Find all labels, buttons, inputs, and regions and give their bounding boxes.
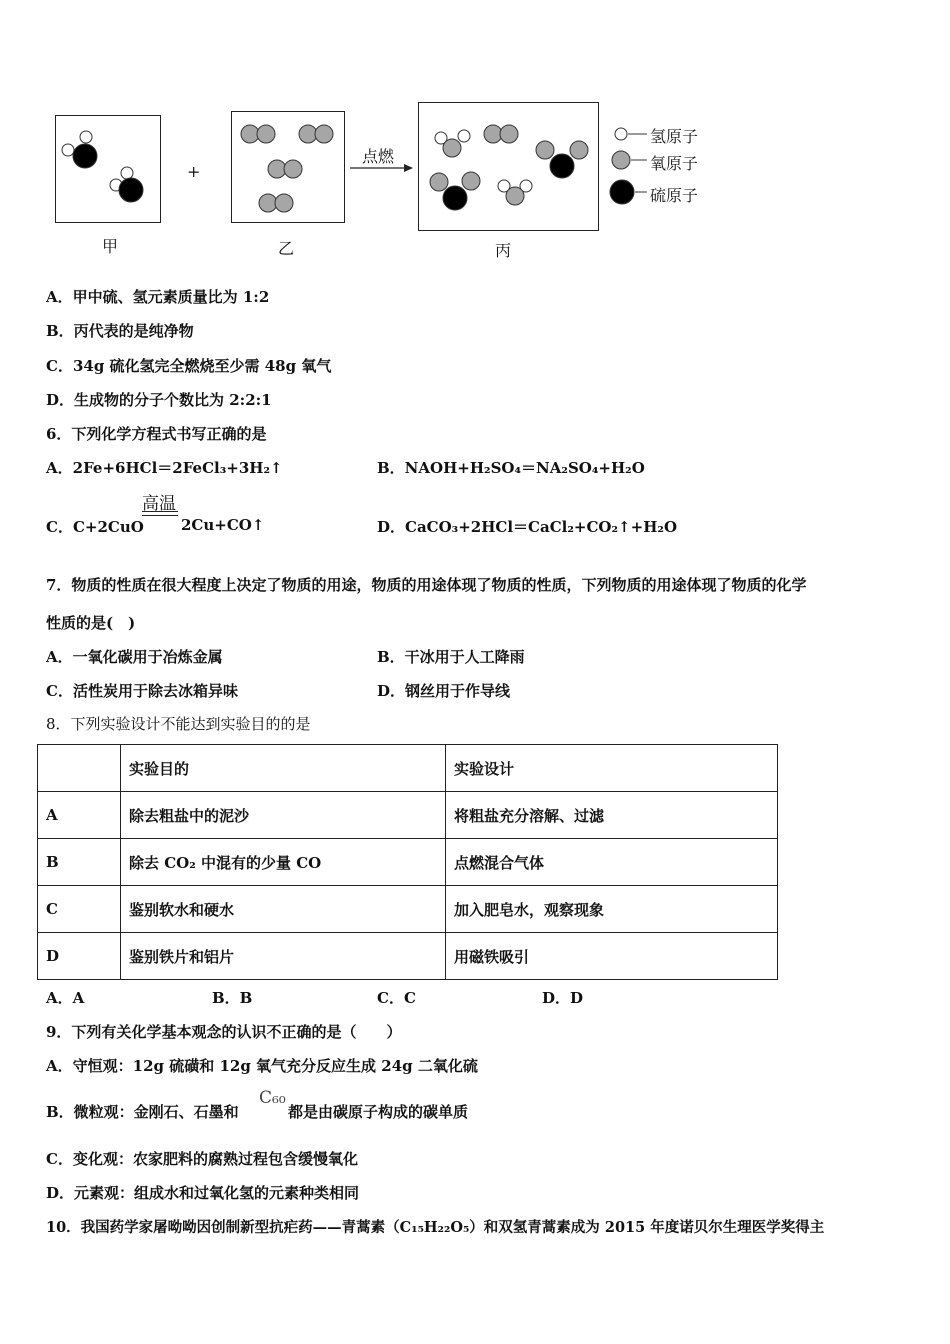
legend-oxygen-icon [612, 151, 630, 169]
table-cell: 加入肥皂水，观察现象 [446, 886, 778, 933]
q8-table [37, 744, 778, 980]
q6-option-c-right: 2Cu+CO↑ [181, 516, 265, 534]
atom-o [275, 194, 293, 212]
atom-o [430, 173, 448, 191]
atom-o [315, 125, 333, 143]
q9-option-d: D．元素观：组成水和过氧化氢的元素种类相同 [46, 1184, 360, 1202]
atom-s [119, 178, 143, 202]
table-cell: 用磁铁吸引 [446, 933, 778, 980]
q8-stem: 8．下列实验设计不能达到实验目的的是 [46, 715, 311, 733]
q7-option-d: D．钢丝用于作导线 [377, 682, 511, 700]
atom-s [73, 144, 97, 168]
table-cell: 鉴别铁片和铝片 [121, 933, 446, 980]
atom-o [443, 139, 461, 157]
atom-h [121, 167, 133, 179]
table-cell: D [38, 933, 121, 980]
q10-stem: 10．我国药学家屠呦呦因创制新型抗疟药——青蒿素（C₁₅H₂₂O₅）和双氢青蒿素成为 2015 年度诺贝尔生理医学奖得主 [46, 1219, 825, 1236]
atom-o [257, 125, 275, 143]
atom-o [241, 125, 259, 143]
q8-option-a: A．A [46, 989, 85, 1007]
q8-option-b: B．B [212, 989, 253, 1007]
table-cell: 除去粗盐中的泥沙 [121, 792, 446, 839]
table-cell: B [38, 839, 121, 886]
table-cell: A [38, 792, 121, 839]
q9-option-a: A．守恒观：12g 硫磺和 12g 氧气充分反应生成 24g 二氧化硫 [46, 1057, 478, 1075]
q6-option-d: D．CaCO₃+2HCl＝CaCl₂+CO₂↑+H₂O [377, 518, 678, 536]
atom-h [458, 130, 470, 142]
table-row [38, 886, 778, 933]
q5-option-b: B．丙代表的是纯净物 [46, 322, 194, 340]
table-row [38, 792, 778, 839]
label-yi: 乙 [278, 239, 295, 258]
atom-s [443, 186, 467, 210]
atom-o [484, 125, 502, 143]
atom-o [284, 160, 302, 178]
table-cell: C [38, 886, 121, 933]
table-row [38, 933, 778, 980]
legend-sulfur-icon [610, 180, 634, 204]
table-header-cell [38, 745, 121, 792]
label-jia: 甲 [102, 237, 119, 256]
table-cell: 将粗盐充分溶解、过滤 [446, 792, 778, 839]
table-header-cell: 实验目的 [121, 745, 446, 792]
legend-oxygen-label: 氧原子 [650, 154, 699, 173]
legend-hydrogen-icon [615, 128, 627, 140]
legend-hydrogen-label: 氢原子 [650, 127, 699, 146]
legend-sulfur-label: 硫原子 [650, 186, 699, 205]
q5-option-d: D．生成物的分子个数比为 2:2:1 [46, 391, 272, 409]
q9-stem: 9．下列有关化学基本观念的认识不正确的是（ ） [46, 1023, 402, 1041]
q7-stem-line2: 性质的是( ) [46, 614, 136, 632]
q8-option-d: D．D [542, 989, 584, 1007]
table-cell: 除去 CO₂ 中混有的少量 CO [121, 839, 446, 886]
atom-o [536, 141, 554, 159]
table-header-row [38, 745, 778, 792]
atom-o [259, 194, 277, 212]
plus-sign: + [187, 162, 201, 181]
atom-s [550, 154, 574, 178]
q7-option-c: C．活性炭用于除去冰箱异味 [46, 682, 238, 700]
q7-stem-line1: 7．物质的性质在很大程度上决定了物质的用途，物质的用途体现了物质的性质，下列物质的用途体现了物质的化学 [46, 576, 807, 594]
atom-h [62, 144, 74, 156]
q5-option-c: C．34g 硫化氢完全燃烧至少需 48g 氧气 [46, 357, 332, 375]
q6-option-a: A．2Fe+6HCl＝2FeCl₃+3H₂↑ [46, 459, 283, 477]
table-cell: 鉴别软水和硬水 [121, 886, 446, 933]
atom-o [299, 125, 317, 143]
q6-condition: 高温 [142, 494, 176, 514]
atom-o [462, 172, 480, 190]
atom-o [268, 160, 286, 178]
table-header-cell: 实验设计 [446, 745, 778, 792]
table-cell: 点燃混合气体 [446, 839, 778, 886]
q6-option-c-left: C．C+2CuO [46, 518, 144, 536]
q8-option-c: C．C [377, 989, 416, 1007]
q6-stem: 6．下列化学方程式书写正确的是 [46, 425, 267, 443]
q5-option-a: A．甲中硫、氢元素质量比为 1:2 [46, 288, 270, 306]
atom-o [500, 125, 518, 143]
molecule-drawing [0, 0, 950, 260]
atom-h [80, 131, 92, 143]
q7-option-b: B．干冰用于人工降雨 [377, 648, 525, 666]
q9-formula-c60: C₆₀ [259, 1088, 286, 1108]
q9-option-b-right: 都是由碳原子构成的碳单质 [288, 1103, 469, 1121]
label-bing: 丙 [495, 241, 512, 260]
q7-option-a: A．一氧化碳用于冶炼金属 [46, 648, 223, 666]
atom-o [506, 187, 524, 205]
q6-option-b: B．NAOH+H₂SO₄＝NA₂SO₄+H₂O [377, 459, 645, 477]
arrow-label: 点燃 [362, 147, 395, 166]
q9-option-c: C．变化观：农家肥料的腐熟过程包含缓慢氧化 [46, 1150, 358, 1168]
q9-option-b-left: B．微粒观：金刚石、石墨和 [46, 1103, 239, 1121]
table-row [38, 839, 778, 886]
equals-double-line [142, 511, 178, 516]
atom-o [570, 141, 588, 159]
